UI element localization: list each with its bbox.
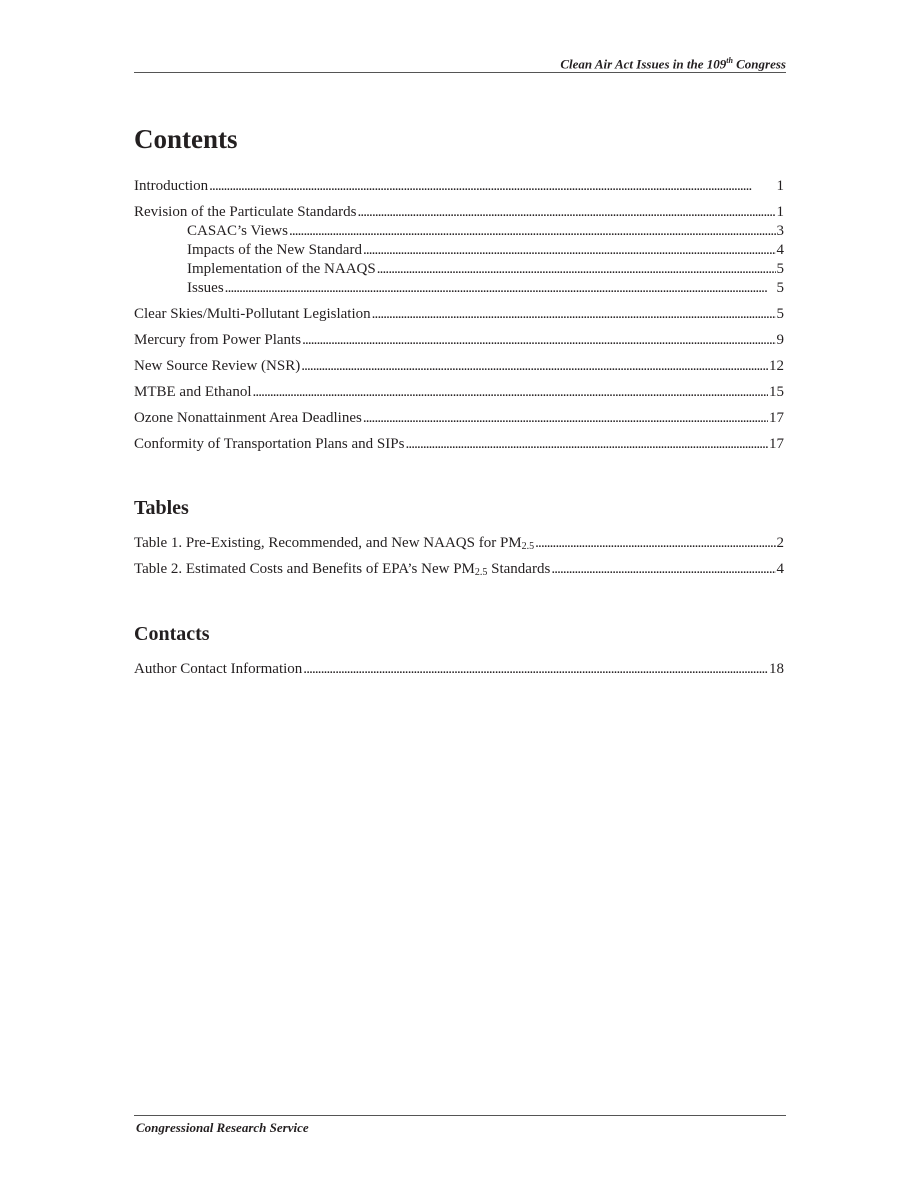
toc-entry-label [134, 560, 550, 579]
tables-heading: Tables [134, 497, 189, 519]
running-header [134, 56, 786, 72]
toc-entry-page: 5 [776, 306, 784, 322]
toc-entry-mtbe-ethanol[interactable] [134, 383, 784, 402]
toc-entry-label [134, 534, 534, 553]
dot-leader [551, 560, 775, 579]
dot-leader [289, 222, 776, 241]
table-caption-subscript: 2.5 [474, 567, 488, 578]
toc-entry-page: 4 [776, 242, 784, 258]
toc-entry-mercury[interactable] [134, 331, 784, 350]
toc-entry-page: 1 [776, 178, 784, 194]
toc-entry-page: 17 [769, 436, 784, 452]
dot-leader [225, 279, 776, 298]
toc-entry-page: 15 [769, 384, 784, 400]
header-title-end: Congress [732, 56, 786, 72]
contacts-heading: Contacts [134, 623, 210, 645]
toc-entry-page: 5 [776, 261, 784, 277]
toc-entry-label: New Source Review (NSR) [134, 358, 301, 374]
toc-entry-clear-skies[interactable] [134, 305, 784, 324]
toc-entry-page: 5 [776, 280, 784, 296]
toc-entry-page: 17 [769, 410, 784, 426]
header-rule [134, 72, 786, 73]
toc-entry-label: Clear Skies/Multi-Pollutant Legislation [134, 306, 371, 322]
toc-entry-label: Author Contact Information [134, 661, 303, 677]
table-caption-text: Table 2. Estimated Costs and Benefits of EPA’s New PM [134, 561, 475, 577]
toc-entry-issues[interactable] [134, 279, 784, 298]
contents-heading: Contents [134, 124, 238, 154]
toc-entry-label: Issues [187, 280, 224, 296]
toc-entry-page: 1 [776, 204, 784, 220]
toc-entry-author-contact[interactable] [134, 660, 784, 679]
dot-leader [405, 435, 768, 454]
dot-leader [357, 203, 775, 222]
toc-entry-page: 18 [769, 661, 784, 677]
toc-entry-page: 4 [776, 561, 784, 577]
toc-entry-label: Mercury from Power Plants [134, 332, 302, 348]
toc-entry-page: 9 [776, 332, 784, 348]
toc-entry-implementation-naaqs[interactable] [134, 260, 784, 279]
dot-leader [372, 305, 776, 324]
header-title: Clean Air Act Issues in the 109 [560, 56, 727, 72]
dot-leader [303, 660, 768, 679]
contacts-list [134, 660, 784, 679]
toc-entry-ozone-deadlines[interactable] [134, 409, 784, 428]
tables-list [134, 534, 784, 579]
dot-leader [252, 383, 768, 402]
contents-list [134, 177, 784, 454]
header-superscript: th [726, 56, 733, 65]
toc-entry-label: Conformity of Transportation Plans and SIPs [134, 436, 405, 452]
toc-entry-page: 3 [776, 223, 784, 239]
footer-rule [134, 1115, 786, 1116]
dot-leader [535, 534, 775, 553]
toc-entry-label: Revision of the Particulate Standards [134, 204, 357, 220]
dot-leader [302, 331, 775, 350]
toc-entry-label: Introduction [134, 178, 209, 194]
dot-leader [209, 177, 775, 196]
dot-leader [363, 241, 776, 260]
toc-entry-label: Impacts of the New Standard [187, 242, 362, 258]
toc-entry-table-1[interactable] [134, 534, 784, 553]
toc-entry-page: 12 [769, 358, 784, 374]
toc-entry-conformity[interactable] [134, 435, 784, 454]
table-caption-text-end: Standards [487, 561, 551, 577]
dot-leader [301, 357, 768, 376]
toc-entry-introduction[interactable] [134, 177, 784, 196]
toc-entry-table-2[interactable] [134, 560, 784, 579]
table-caption-text: Table 1. Pre-Existing, Recommended, and New NAAQS for PM [134, 535, 522, 551]
toc-entry-label: MTBE and Ethanol [134, 384, 252, 400]
toc-entry-nsr[interactable] [134, 357, 784, 376]
dot-leader [377, 260, 776, 279]
toc-entry-label: Implementation of the NAAQS [187, 261, 376, 277]
toc-entry-label: CASAC’s Views [187, 223, 288, 239]
running-footer: Congressional Research Service [136, 1120, 309, 1135]
toc-entry-particulate-standards[interactable] [134, 203, 784, 222]
toc-entry-casac-views[interactable] [134, 222, 784, 241]
dot-leader [363, 409, 768, 428]
table-caption-subscript: 2.5 [521, 541, 535, 552]
toc-entry-page: 2 [776, 535, 784, 551]
toc-entry-impacts-new-standard[interactable] [134, 241, 784, 260]
toc-entry-label: Ozone Nonattainment Area Deadlines [134, 410, 362, 426]
